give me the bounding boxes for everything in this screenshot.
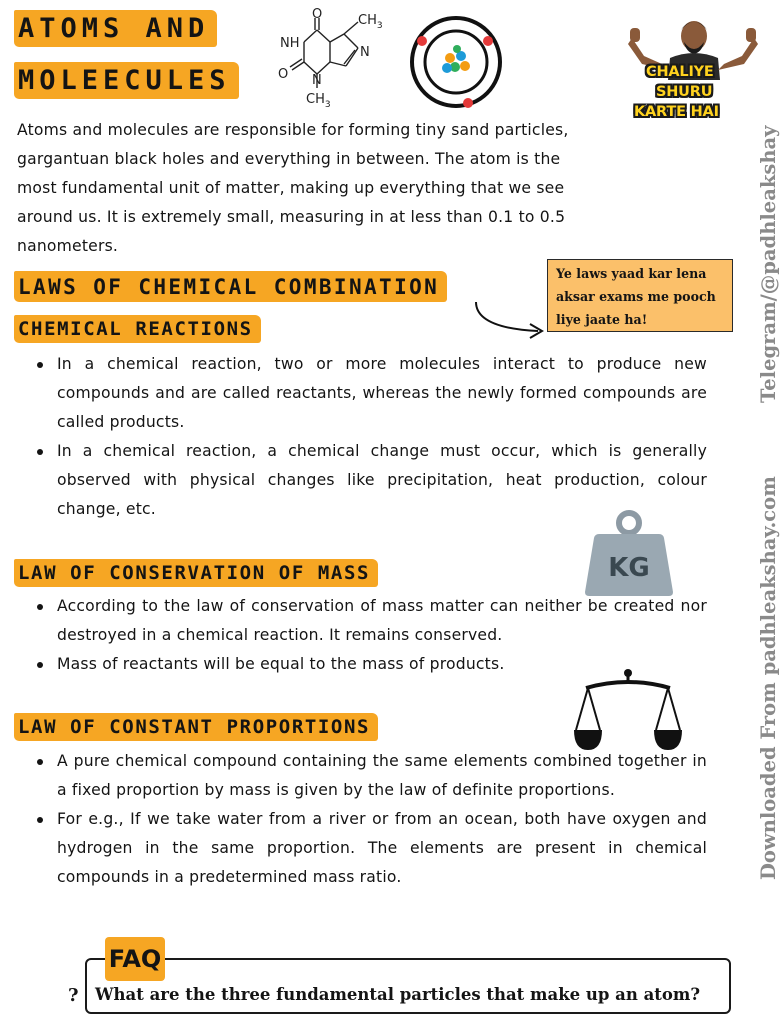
faq-question: What are the three fundamental particles that make up an atom? — [95, 985, 701, 1004]
title-line-2: MOLEECULES — [14, 62, 239, 99]
constant-heading: LAW OF CONSTANT PROPORTIONS — [14, 713, 378, 741]
atom-icon — [406, 14, 506, 110]
molecule-structure-icon — [262, 4, 392, 112]
list-item: Mass of reactants will be equal to the mass of products. — [57, 650, 707, 679]
chaliye-sticker: CHALIYE SHURU KARTE HAI — [622, 8, 764, 130]
list-item: In a chemical reaction, a chemical change must occur, which is generally observed with physical changes like precipitation, heat production, colour change, etc. — [57, 437, 707, 524]
list-item: For e.g., If we take water from a river or from an ocean, both have oxygen and hydrogen in the same proportion. The elements are present in chemical compounds in a predetermined mass ratio. — [57, 805, 707, 892]
list-item: A pure chemical compound containing the same elements combined together in a fixed proportion by mass is given by the law of definite proportions. — [57, 747, 707, 805]
reactions-list — [0, 350, 707, 524]
arrow-icon — [470, 298, 550, 340]
svg-text:O: O — [312, 7, 323, 22]
question-mark-icon: ? — [68, 985, 79, 1006]
kg-weight-icon — [583, 510, 675, 598]
title-line-1: ATOMS AND — [14, 10, 217, 47]
conservation-heading: LAW OF CONSERVATION OF MASS — [14, 559, 378, 587]
faq-label: FAQ — [105, 937, 165, 981]
svg-text:NH: NH — [280, 36, 300, 51]
intro-paragraph: Atoms and molecules are responsible for forming tiny sand particles, gargantuan black holes and everything in between. The atom is the most fundamental unit of matter, making up everything that we see around us. It is extremely small, measuring in at less than 0.1 to 0.5 nanometers. — [17, 121, 569, 255]
list-item: In a chemical reaction, two or more molecules interact to produce new compounds and are called reactants, whereas the newly formed compounds are called products. — [57, 350, 707, 437]
balance-scale-icon — [572, 666, 684, 756]
list-item: According to the law of conservation of mass matter can neither be created nor destroyed in a chemical reaction. It remains conserved. — [57, 592, 707, 650]
svg-text:CH3: $CH_3$ — [306, 92, 331, 110]
telegram-handle: Telegram/@padhleakshay — [757, 125, 780, 403]
svg-text:CH3: $CH_3$ — [358, 13, 383, 31]
reactions-heading: CHEMICAL REACTIONS — [14, 315, 261, 343]
exam-tip-note: Ye laws yaad kar lena aksar exams me pooch liye jaate ha! — [547, 259, 733, 332]
svg-text:N: N — [312, 73, 322, 88]
svg-text:O: O — [278, 67, 289, 82]
laws-heading: LAWS OF CHEMICAL COMBINATION — [14, 271, 447, 302]
svg-text:N: N — [360, 45, 370, 60]
download-source: Downloaded From padhleakshay.com — [757, 476, 780, 880]
constant-list — [0, 747, 707, 892]
svg-text:KG: KG — [608, 553, 650, 583]
